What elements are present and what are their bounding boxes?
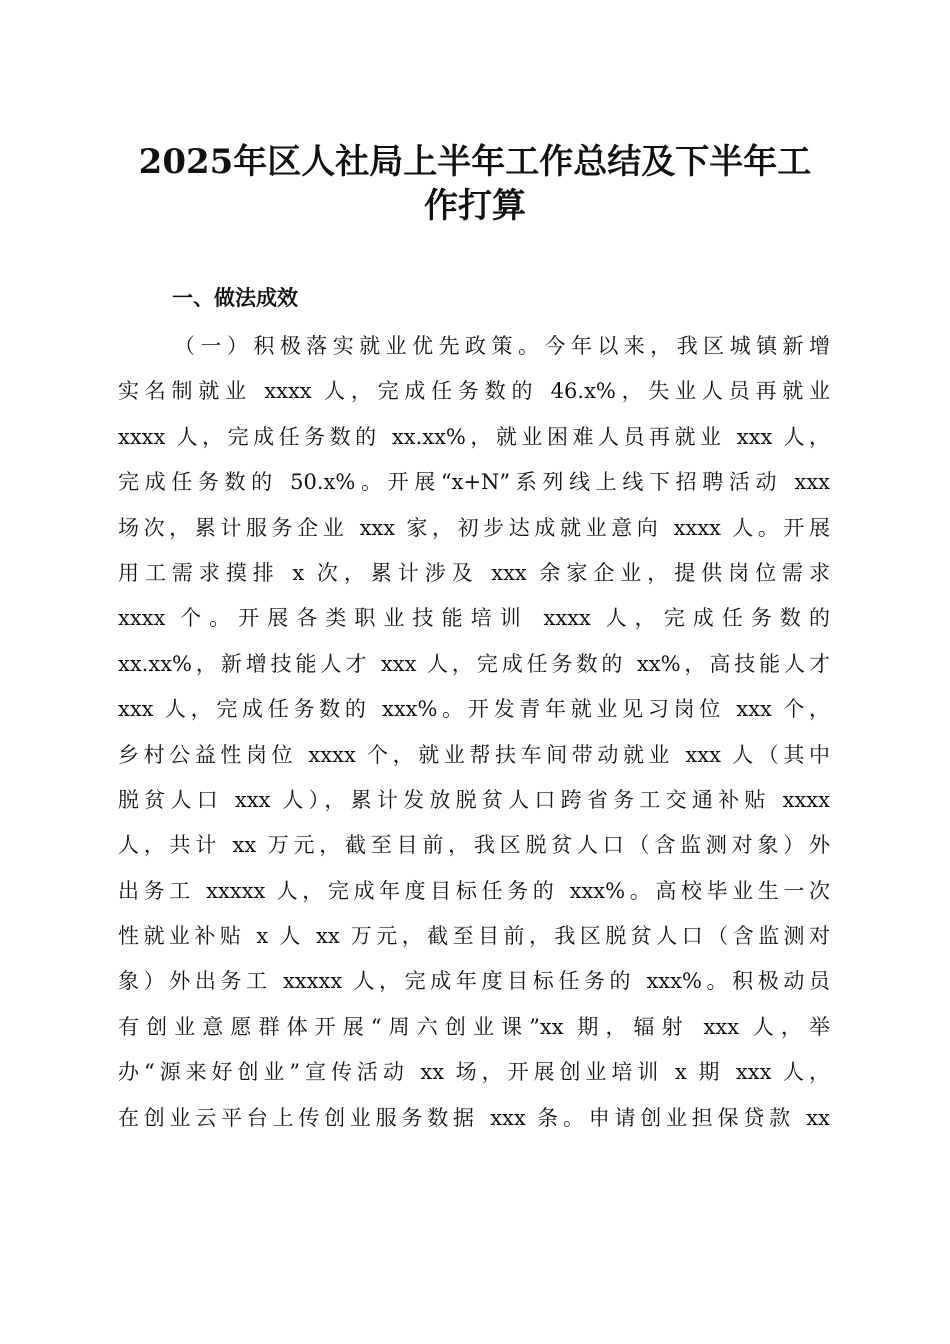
body-paragraph [118, 324, 830, 1141]
paragraph-line: 脱贫人口 xxx 人），累计发放脱贫人口跨省务工交通补贴 xxxx [118, 787, 830, 812]
paragraph-line: （一）积极落实就业优先政策。今年以来，我区城镇新增 [174, 334, 830, 358]
paragraph-line: 在创业云平台上传创业服务数据 xxx 条。申请创业担保贷款 xx [118, 1105, 830, 1130]
paragraph-line: xx.xx%，新增技能人才 xxx 人，完成任务数的 xx%，高技能人才 [118, 651, 830, 676]
paragraph-line: 场次，累计服务企业 xxx 家，初步达成就业意向 xxxx 人。开展 [118, 515, 830, 540]
paragraph-line: 办“源来好创业”宣传活动 xx 场，开展创业培训 x 期 xxx 人， [118, 1060, 830, 1085]
paragraph-line: 实名制就业 xxxx 人，完成任务数的 46.x%，失业人员再就业 [118, 379, 830, 404]
title-line-2: 作打算 [424, 186, 526, 226]
paragraph-line: 有创业意愿群体开展“周六创业课”xx 期，辐射 xxx 人，举 [118, 1014, 830, 1039]
paragraph-line: 乡村公益性岗位 xxxx 个，就业帮扶车间带动就业 xxx 人（其中 [118, 742, 830, 767]
paragraph-line: 人，共计 xx 万元，截至目前，我区脱贫人口（含监测对象）外 [118, 833, 830, 858]
paragraph-line: 性就业补贴 x 人 xx 万元，截至目前，我区脱贫人口（含监测对 [118, 924, 830, 949]
paragraph-line: xxxx 个。开展各类职业技能培训 xxxx 人，完成任务数的 [118, 606, 830, 631]
paragraph-line: xxxx 人，完成任务数的 xx.xx%，就业困难人员再就业 xxx 人， [118, 424, 830, 449]
document-title [110, 140, 840, 228]
title-line-1: 2025年区人社局上半年工作总结及下半年工 [138, 142, 812, 182]
paragraph-line: 完成任务数的 50.x%。开展“x+N”系列线上线下招聘活动 xxx [118, 470, 830, 495]
section-heading: 一、做法成效 [172, 286, 298, 310]
paragraph-line: xxx 人，完成任务数的 xxx%。开发青年就业见习岗位 xxx 个， [118, 697, 830, 722]
paragraph-line: 出务工 xxxxx 人，完成年度目标任务的 xxx%。高校毕业生一次 [118, 878, 830, 903]
paragraph-line: 用工需求摸排 x 次，累计涉及 xxx 余家企业，提供岗位需求 [118, 560, 830, 585]
paragraph-line: 象）外出务工 xxxxx 人，完成年度目标任务的 xxx%。积极动员 [118, 969, 830, 994]
